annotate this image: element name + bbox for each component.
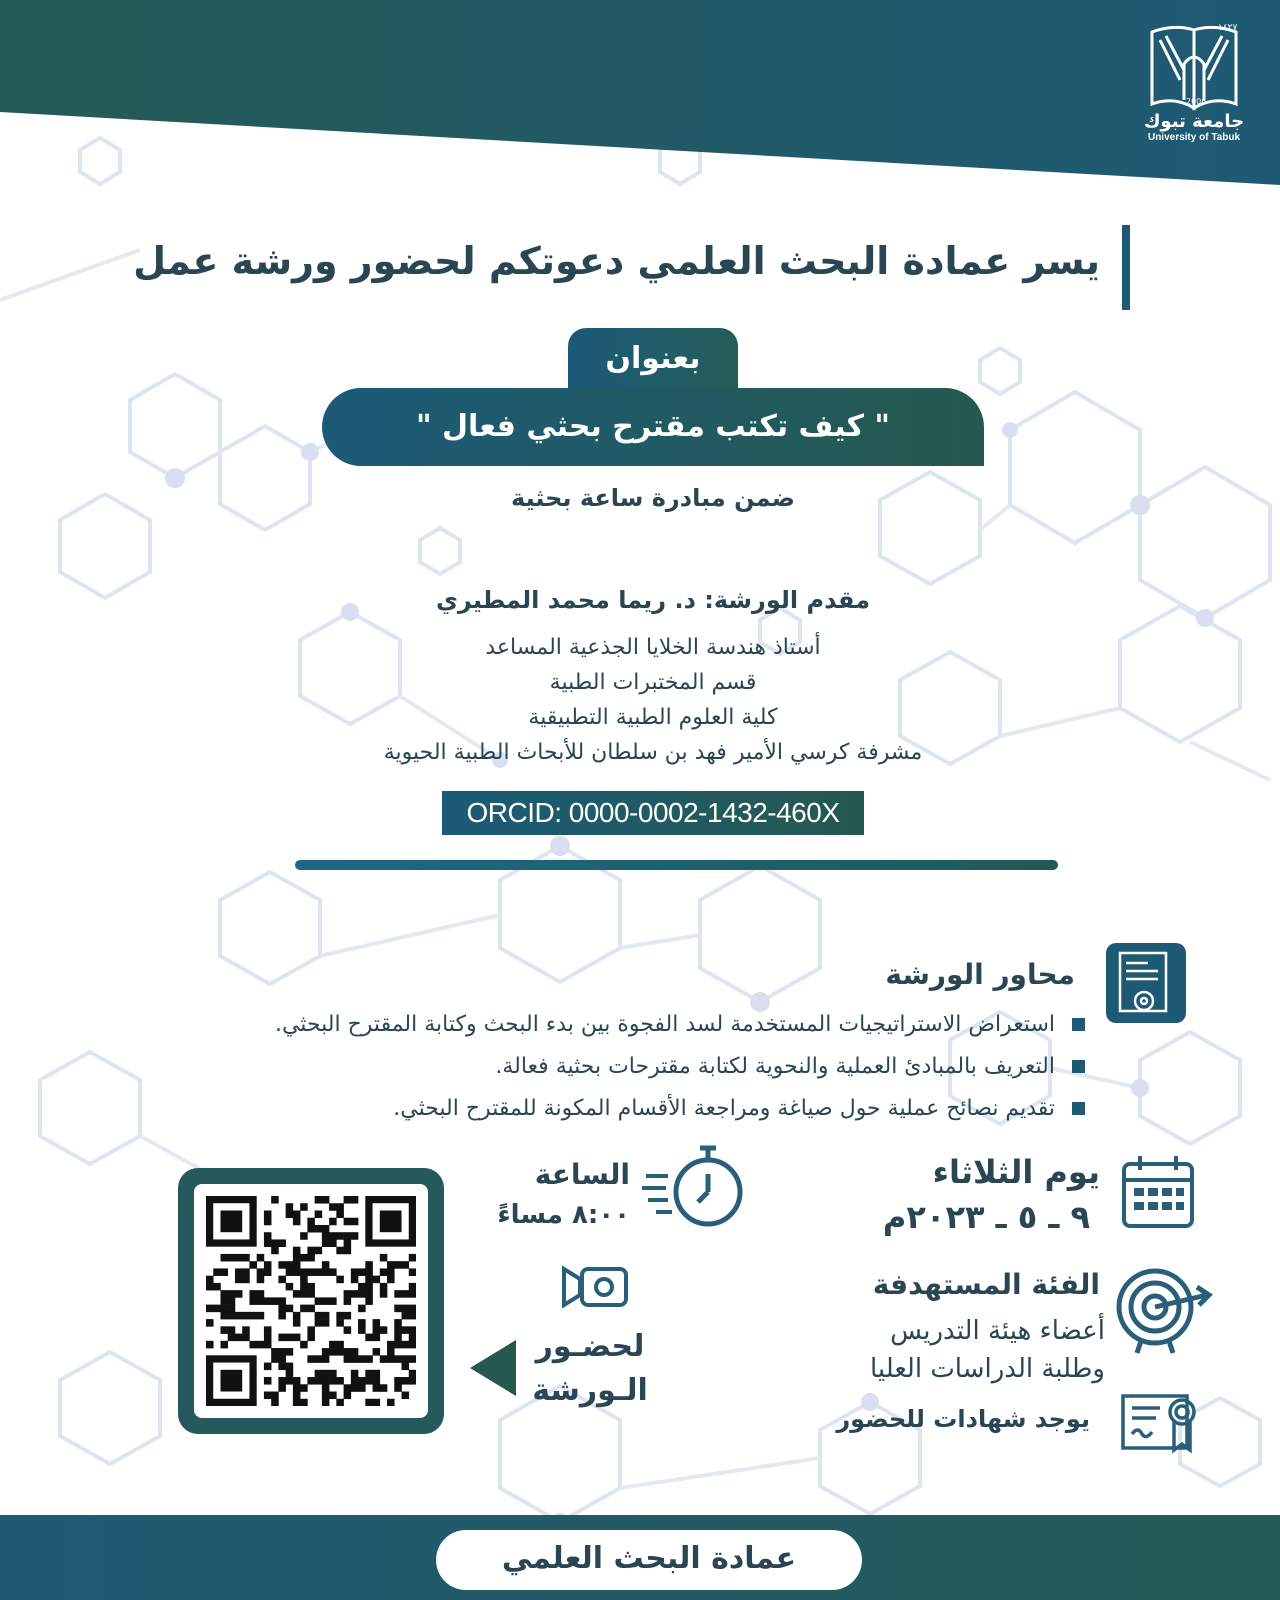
presenter-details [260, 630, 1046, 770]
audience-line: وطلبة الدراسات العليا [870, 1354, 1105, 1384]
event-date: ٩ ـ ٥ ـ ٢٠٢٣م [882, 1198, 1090, 1236]
book-logo-icon [1146, 20, 1242, 112]
audience-lines [745, 1312, 1105, 1388]
certificate-note: يوجد شهادات للحضور [836, 1405, 1090, 1433]
presenter-college: كلية العلوم الطبية التطبيقية [528, 705, 778, 730]
footer-deanship-label: عمادة البحث العلمي [436, 1530, 862, 1590]
headline-accent-bar [1122, 225, 1130, 310]
invitation-headline: يسر عمادة البحث العلمي دعوتكم لحضور ورشة عمل [133, 239, 1100, 283]
target-icon [1115, 1265, 1215, 1355]
attend-line: الـورشة [532, 1373, 648, 1408]
date-block [740, 1150, 1100, 1240]
section-divider [295, 860, 1058, 870]
svg-text:2006: 2006 [1186, 97, 1207, 106]
list-item: استعراض الاستراتيجيات المستخدمة لسد الفجوة بين بدء البحث وكتابة المقترح البحثي. [75, 1004, 1085, 1046]
attend-label [510, 1325, 670, 1413]
presenter-title: أستاذ هندسة الخلايا الجذعية المساعد [485, 635, 821, 660]
initiative-subtitle: ضمن مبادرة ساعة بحثية [511, 484, 795, 512]
certificate-icon [1120, 1390, 1204, 1456]
orcid-badge: ORCID: 0000-0002-1432-460X [442, 791, 864, 835]
presenter-chair: مشرفة كرسي الأمير فهد بن سلطان للأبحاث الطبية الحيوية [383, 740, 923, 765]
qr-code-icon [206, 1196, 416, 1406]
axes-list [75, 1004, 1085, 1130]
qr-code-frame[interactable] [178, 1168, 444, 1434]
presenter-department: قسم المختبرات الطبية [549, 670, 757, 695]
qr-code[interactable] [194, 1184, 428, 1418]
logo-name-arabic: جامعة تبوك [1143, 111, 1245, 132]
audience-line: أعضاء هيئة التدريس [890, 1316, 1105, 1346]
list-item: التعريف بالمبادئ العملية والنحوية لكتابة مقترحات بحثية فعالة. [75, 1046, 1085, 1088]
headline-block [130, 225, 1130, 310]
svg-text:١٤٢٧: ١٤٢٧ [1218, 23, 1238, 33]
list-item: تقديم نصائح عملية حول صياغة ومراجعة الأقسام المكونة للمقترح البحثي. [75, 1088, 1085, 1130]
document-gear-icon [1104, 941, 1188, 1025]
time-block [470, 1155, 630, 1235]
audience-title: الفئة المستهدفة [872, 1268, 1100, 1301]
university-logo [1134, 20, 1254, 160]
logo-name-english: University of Tabuk [1147, 132, 1241, 143]
stopwatch-icon [640, 1140, 750, 1236]
attend-line: لحضـور [535, 1329, 645, 1364]
time-label: الساعة [534, 1158, 630, 1191]
time-value: ٨:٠٠ مساءً [497, 1200, 630, 1230]
workshop-title: " كيف تكتب مقترح بحثي فعال " [322, 388, 984, 466]
axes-title: محاور الورشة [885, 958, 1075, 991]
arrow-left-icon [470, 1340, 516, 1396]
video-camera-icon [560, 1265, 630, 1309]
day-label: يوم الثلاثاء [932, 1153, 1100, 1191]
header-band [0, 0, 1280, 190]
title-label-tab: بعنوان [568, 328, 738, 392]
calendar-icon [1118, 1152, 1198, 1232]
presenter-name: مقدم الورشة: د. ريما محمد المطيري [435, 586, 871, 614]
